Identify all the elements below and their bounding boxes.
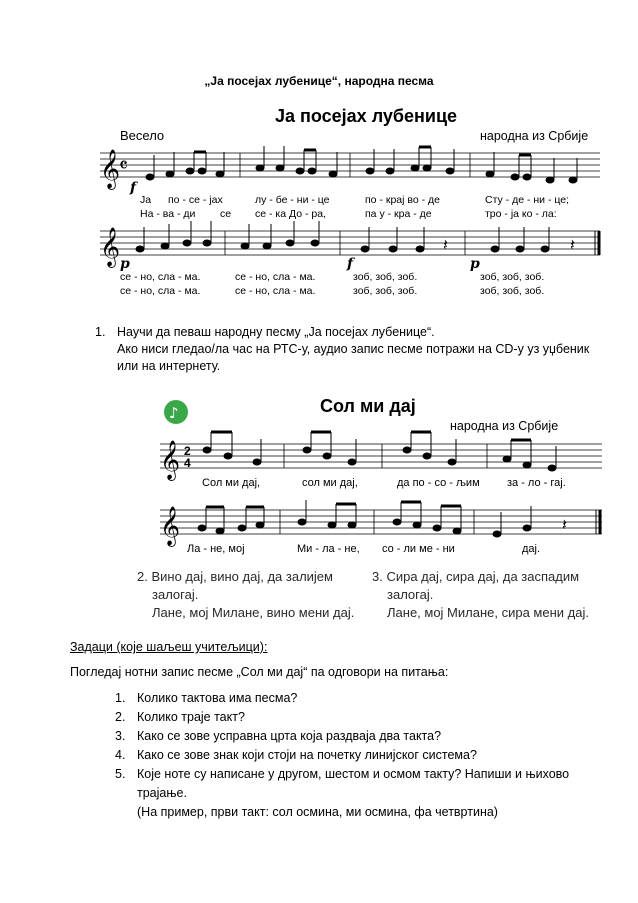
staff4-notes — [198, 500, 531, 537]
svg-text:♪: ♪ — [169, 404, 179, 422]
verse3-line2: залогај. — [387, 587, 434, 602]
instruction-1 — [95, 324, 615, 376]
sol-lyric-7: со - ли ме - ни — [382, 543, 455, 555]
tasks-heading: Задаци (које шаљеш учитељици): — [70, 640, 268, 654]
score-ja-posejah — [95, 100, 605, 312]
staff1-notes — [146, 146, 577, 183]
lyric-1-3: лу - бе - ни - це — [255, 194, 330, 206]
task-1-number: 1. — [115, 691, 126, 705]
score-sol-mi-daj — [112, 392, 604, 632]
rest-3-icon: 𝄽 — [562, 515, 567, 534]
instruction-1-line1: Научи да певаш народну песму „Ја посејах лубенице“. — [117, 325, 435, 339]
task-2-text: Колико траје такт? — [137, 710, 245, 724]
document-title: „Ја посејах лубенице“, народна песма — [204, 74, 434, 88]
task-4-number: 4. — [115, 748, 126, 762]
score2-origin: народна из Србије — [450, 419, 559, 433]
score1-title: Ја посејах лубенице — [275, 106, 458, 126]
treble-clef-4-icon: 𝄞 — [160, 506, 181, 546]
staff3-notes — [203, 432, 556, 471]
score1-svg — [95, 100, 605, 312]
lyric-2-3: се - ка До - ра, — [255, 208, 326, 220]
lyric-4-3: зоб, зоб, зоб. — [353, 285, 418, 297]
task-5-number: 5. — [115, 767, 126, 781]
sol-lyric-5: Ла - не, мој — [187, 543, 245, 555]
verse3-line1: 3. Сира дај, сира дај, да заспадим — [372, 569, 580, 584]
lyric-2-2: се — [220, 208, 232, 220]
score2-title: Сол ми дај — [320, 396, 416, 416]
dynamic-p2: p — [470, 256, 480, 272]
task-3-text: Како се зове усправна црта која раздваја два такта? — [137, 729, 442, 743]
score2-svg — [112, 392, 604, 632]
treble-clef-3-icon: 𝄞 — [160, 440, 181, 480]
verse2-line1: 2. Вино дај, вино дај, да залијем — [137, 569, 333, 584]
lyric-3-4: зоб, зоб, зоб. — [480, 271, 545, 283]
task-4-text: Како се зове знак који стоји на почетку линијског система? — [137, 748, 477, 762]
staff-4 — [160, 510, 602, 534]
sol-lyric-6: Ми - ла - не, — [297, 543, 360, 555]
verse3-line3: Лане, мој Милане, сира мени дај. — [387, 605, 589, 620]
staff-2 — [100, 231, 600, 255]
app-logo-icon — [164, 400, 188, 424]
lyric-1-5: Сту - де - ни - це; — [485, 194, 570, 206]
time-signature-top: 2 — [184, 444, 191, 458]
score1-tempo: Весело — [120, 128, 165, 143]
dynamic-f1: f — [130, 180, 137, 196]
rest-icon: 𝄽 — [443, 235, 448, 254]
instruction-1-line2: Ако ниси гледао/ла час на РТС-у, аудио запис песме потражи на CD-у уз уџбеник — [117, 342, 590, 356]
lyric-2-5: тро - ја ко - ла: — [485, 208, 557, 220]
sol-lyric-4: за - ло - гај. — [507, 477, 566, 489]
lyric-1-1: Ја — [140, 194, 152, 206]
sol-lyric-3: да по - со - љим — [397, 477, 480, 489]
tasks-intro: Погледај нотни запис песме „Сол ми дај“ па одговори на питања: — [70, 665, 449, 679]
dynamic-f2: f — [347, 256, 354, 272]
score1-origin: народна из Србије — [480, 129, 589, 143]
lyric-4-1: се - но, сла - ма. — [120, 285, 201, 297]
sol-lyric-1: Сол ми дај, — [202, 477, 261, 489]
task-3-number: 3. — [115, 729, 126, 743]
instruction-1-number: 1. — [95, 325, 106, 339]
verse2-line2: залогај. — [152, 587, 199, 602]
time-signature-bottom: 4 — [184, 456, 191, 470]
lyric-3-1: се - но, сла - ма. — [120, 271, 201, 283]
tasks-list — [115, 690, 595, 820]
instruction-1-line3: или на интернету. — [117, 359, 221, 373]
verse2-line3: Лане, мој Милане, вино мени дај. — [152, 605, 355, 620]
task-2-number: 2. — [115, 710, 126, 724]
lyric-1-4: по - крај во - де — [365, 194, 440, 206]
staff2-notes — [136, 221, 549, 252]
sol-lyric-2: сол ми дај, — [302, 477, 358, 489]
lyric-2-1: На - ва - ди — [140, 208, 196, 220]
lyric-2-4: па у - кра - де — [365, 208, 432, 220]
lyric-1-2: по - се - јах — [168, 194, 223, 206]
rest-2-icon: 𝄽 — [570, 235, 575, 254]
task-5-continuation: трајање. — [137, 786, 187, 800]
task-1-text: Колико тактова има песма? — [137, 691, 298, 705]
common-time-icon: 𝄴 — [119, 153, 128, 177]
sol-lyric-8: дај. — [522, 543, 541, 555]
lyric-4-2: се - но, сла - ма. — [235, 285, 316, 297]
lyric-3-2: се - но, сла - ма. — [235, 271, 316, 283]
lyric-3-3: зоб, зоб, зоб. — [353, 271, 418, 283]
dynamic-p1: p — [120, 256, 130, 272]
treble-clef-icon: 𝄞 — [100, 149, 121, 189]
task-5-example: (На пример, први такт: сол осмина, ми осмина, фа четвртина) — [137, 805, 498, 819]
staff-1 — [100, 153, 600, 177]
lyric-4-4: зоб, зоб, зоб. — [480, 285, 545, 297]
task-5-text: Које ноте су написане у другом, шестом и осмом такту? Напиши и њихово — [137, 767, 570, 781]
treble-clef-2-icon: 𝄞 — [100, 227, 121, 267]
